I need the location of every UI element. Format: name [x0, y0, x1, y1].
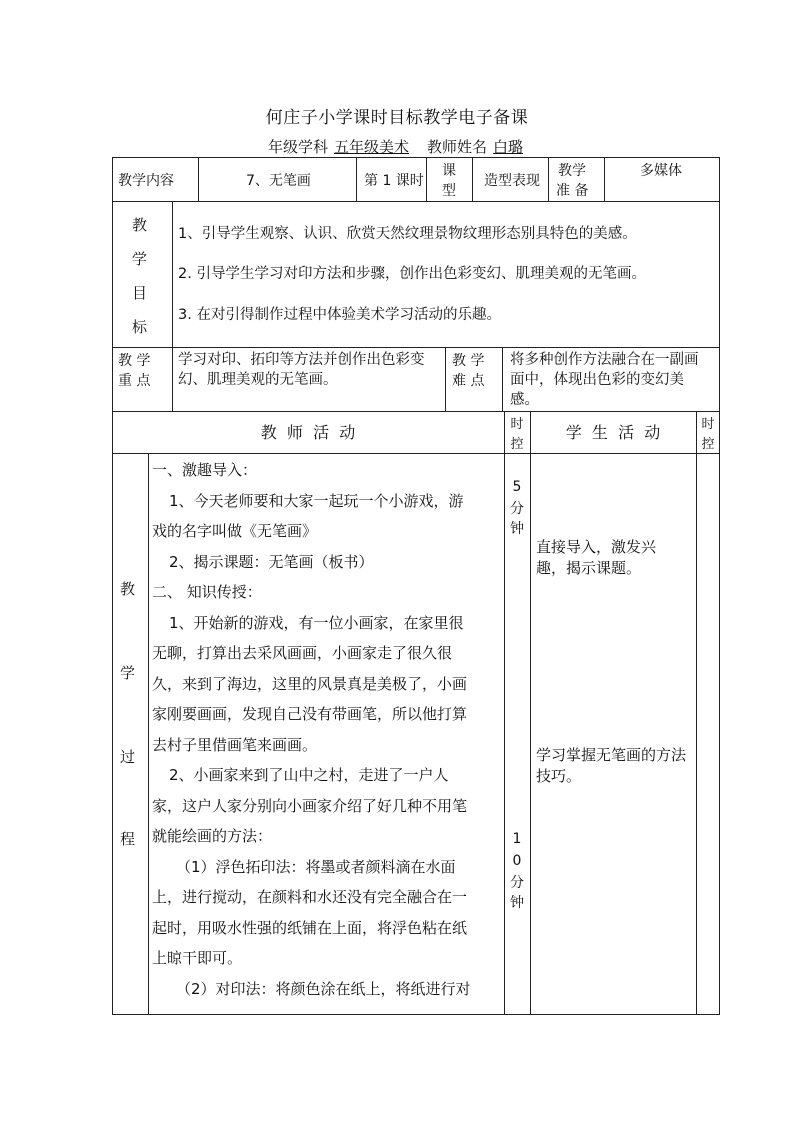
time-control-header-3: 时	[701, 417, 715, 432]
process-label-4: 程	[120, 830, 136, 848]
text-line: （1）浮色拓印法：将墨或者颜料滴在水面	[176, 857, 456, 876]
type-value: 造型表现	[484, 173, 540, 189]
student-activity-b: 学习掌握无笔画的方法技巧。	[536, 746, 687, 785]
prep-label-2: 准 备	[556, 183, 589, 199]
text-line: 1、今天老师要和大家一起玩一个小游戏，游	[169, 491, 464, 510]
student-activity-a: 直接导入，激发兴趣，揭示课题。	[536, 538, 657, 577]
type-label-2: 型	[442, 183, 456, 199]
text-line: 二、 知识传授：	[152, 583, 262, 601]
text-line: 无聊，打算出去采风画画，小画家走了很久很	[152, 644, 453, 662]
text-line: 2、小画家来到了山中之村，走进了一户人	[169, 766, 449, 784]
objective-item: 2. 引导学生学习对印方法和步骤，创作出色彩变幻、肌理美观的无笔画。	[178, 266, 646, 282]
period-value: 第 1 课时	[364, 173, 424, 189]
focus-value: 学习对印、拓印等方法并创作出色彩变幻、肌理美观的无笔画。	[178, 352, 425, 388]
objective-item: 3. 在对引得制作过程中体验美术学习活动的乐趣。	[178, 307, 501, 323]
text-line: 戏的名字叫做《无笔画》	[152, 522, 318, 540]
text-line: 家刚要画画，发现自己没有带画笔，所以他打算	[152, 705, 468, 723]
text-line: 上晾干即可。	[152, 949, 243, 967]
text-line: 就能绘画的方法：	[152, 827, 273, 845]
text-line: 起时，用吸水性强的纸铺在上面，将浮色粘在纸	[152, 918, 468, 937]
text-line: 1、开始新的游戏，有一位小画家，在家里很	[169, 613, 464, 632]
focus-label-1: 教 学	[118, 353, 151, 369]
text-line: 去村子里借画笔来画画。	[152, 735, 318, 754]
objectives-label-3: 目	[132, 284, 148, 302]
text-line: 一、激趣导入：	[152, 461, 258, 479]
objectives-label-1: 教	[132, 216, 148, 234]
objectives-label-2: 学	[132, 250, 148, 268]
text-line: 2、揭示课题：无笔画（板书）	[169, 552, 374, 571]
teacher-activity-header: 教 师 活 动	[260, 423, 356, 442]
prep-value: 多媒体	[640, 163, 682, 179]
process-label-2: 学	[120, 664, 136, 682]
text-line: 家，这户人家分别向小画家介绍了好几种不用笔	[152, 796, 468, 815]
time-a-2: 分	[510, 501, 524, 517]
time-control-header-2: 控	[510, 437, 524, 452]
grade-subject-value: 五年级美术	[334, 138, 410, 156]
process-label-1: 教	[120, 580, 136, 598]
grade-subject-label: 年级学科	[268, 138, 329, 156]
difficulty-label-1: 教 学	[452, 353, 485, 369]
objectives-label-4: 标	[132, 318, 148, 336]
document-title: 何庄子小学课时目标教学电子备课	[265, 108, 529, 128]
time-b-4: 钟	[510, 895, 524, 911]
content-label: 教学内容	[118, 173, 174, 189]
student-activity-header: 学 生 活 动	[565, 423, 661, 442]
time-a-1: 5	[512, 479, 522, 495]
text-line: 久，来到了海边，这里的风景真是美极了，小画	[152, 674, 468, 693]
difficulty-label-2: 难 点	[452, 373, 485, 389]
time-control-header-1: 时	[510, 417, 524, 432]
teacher-activity-body	[152, 455, 502, 1004]
time-b-2: 0	[512, 853, 522, 869]
teacher-value: 白璐	[493, 138, 524, 156]
difficulty-value: 将多种创作方法融合在一副画面中，体现出色彩的变幻美感。	[510, 352, 699, 408]
teacher-label: 教师姓名	[427, 138, 488, 156]
time-a-3: 钟	[510, 521, 524, 537]
time-control-header-4: 控	[701, 437, 715, 452]
time-b-1: 1	[512, 831, 522, 847]
document-subtitle	[268, 136, 529, 157]
content-value: 7、无笔画	[246, 173, 311, 189]
prep-label-1: 教学	[558, 163, 586, 179]
process-label-3: 过	[120, 748, 136, 766]
text-line: 上，进行搅动，在颜料和水还没有完全融合在一	[152, 888, 468, 906]
lesson-plan-table	[112, 157, 720, 1015]
text-line: （2）对印法：将颜色涂在纸上，将纸进行对	[176, 979, 471, 998]
time-b-3: 分	[510, 875, 524, 891]
type-label-1: 课	[442, 163, 456, 179]
focus-label-2: 重 点	[118, 373, 151, 389]
objective-item: 1、引导学生观察、认识、欣赏天然纹理景物纹理形态别具特色的美感。	[178, 226, 637, 242]
